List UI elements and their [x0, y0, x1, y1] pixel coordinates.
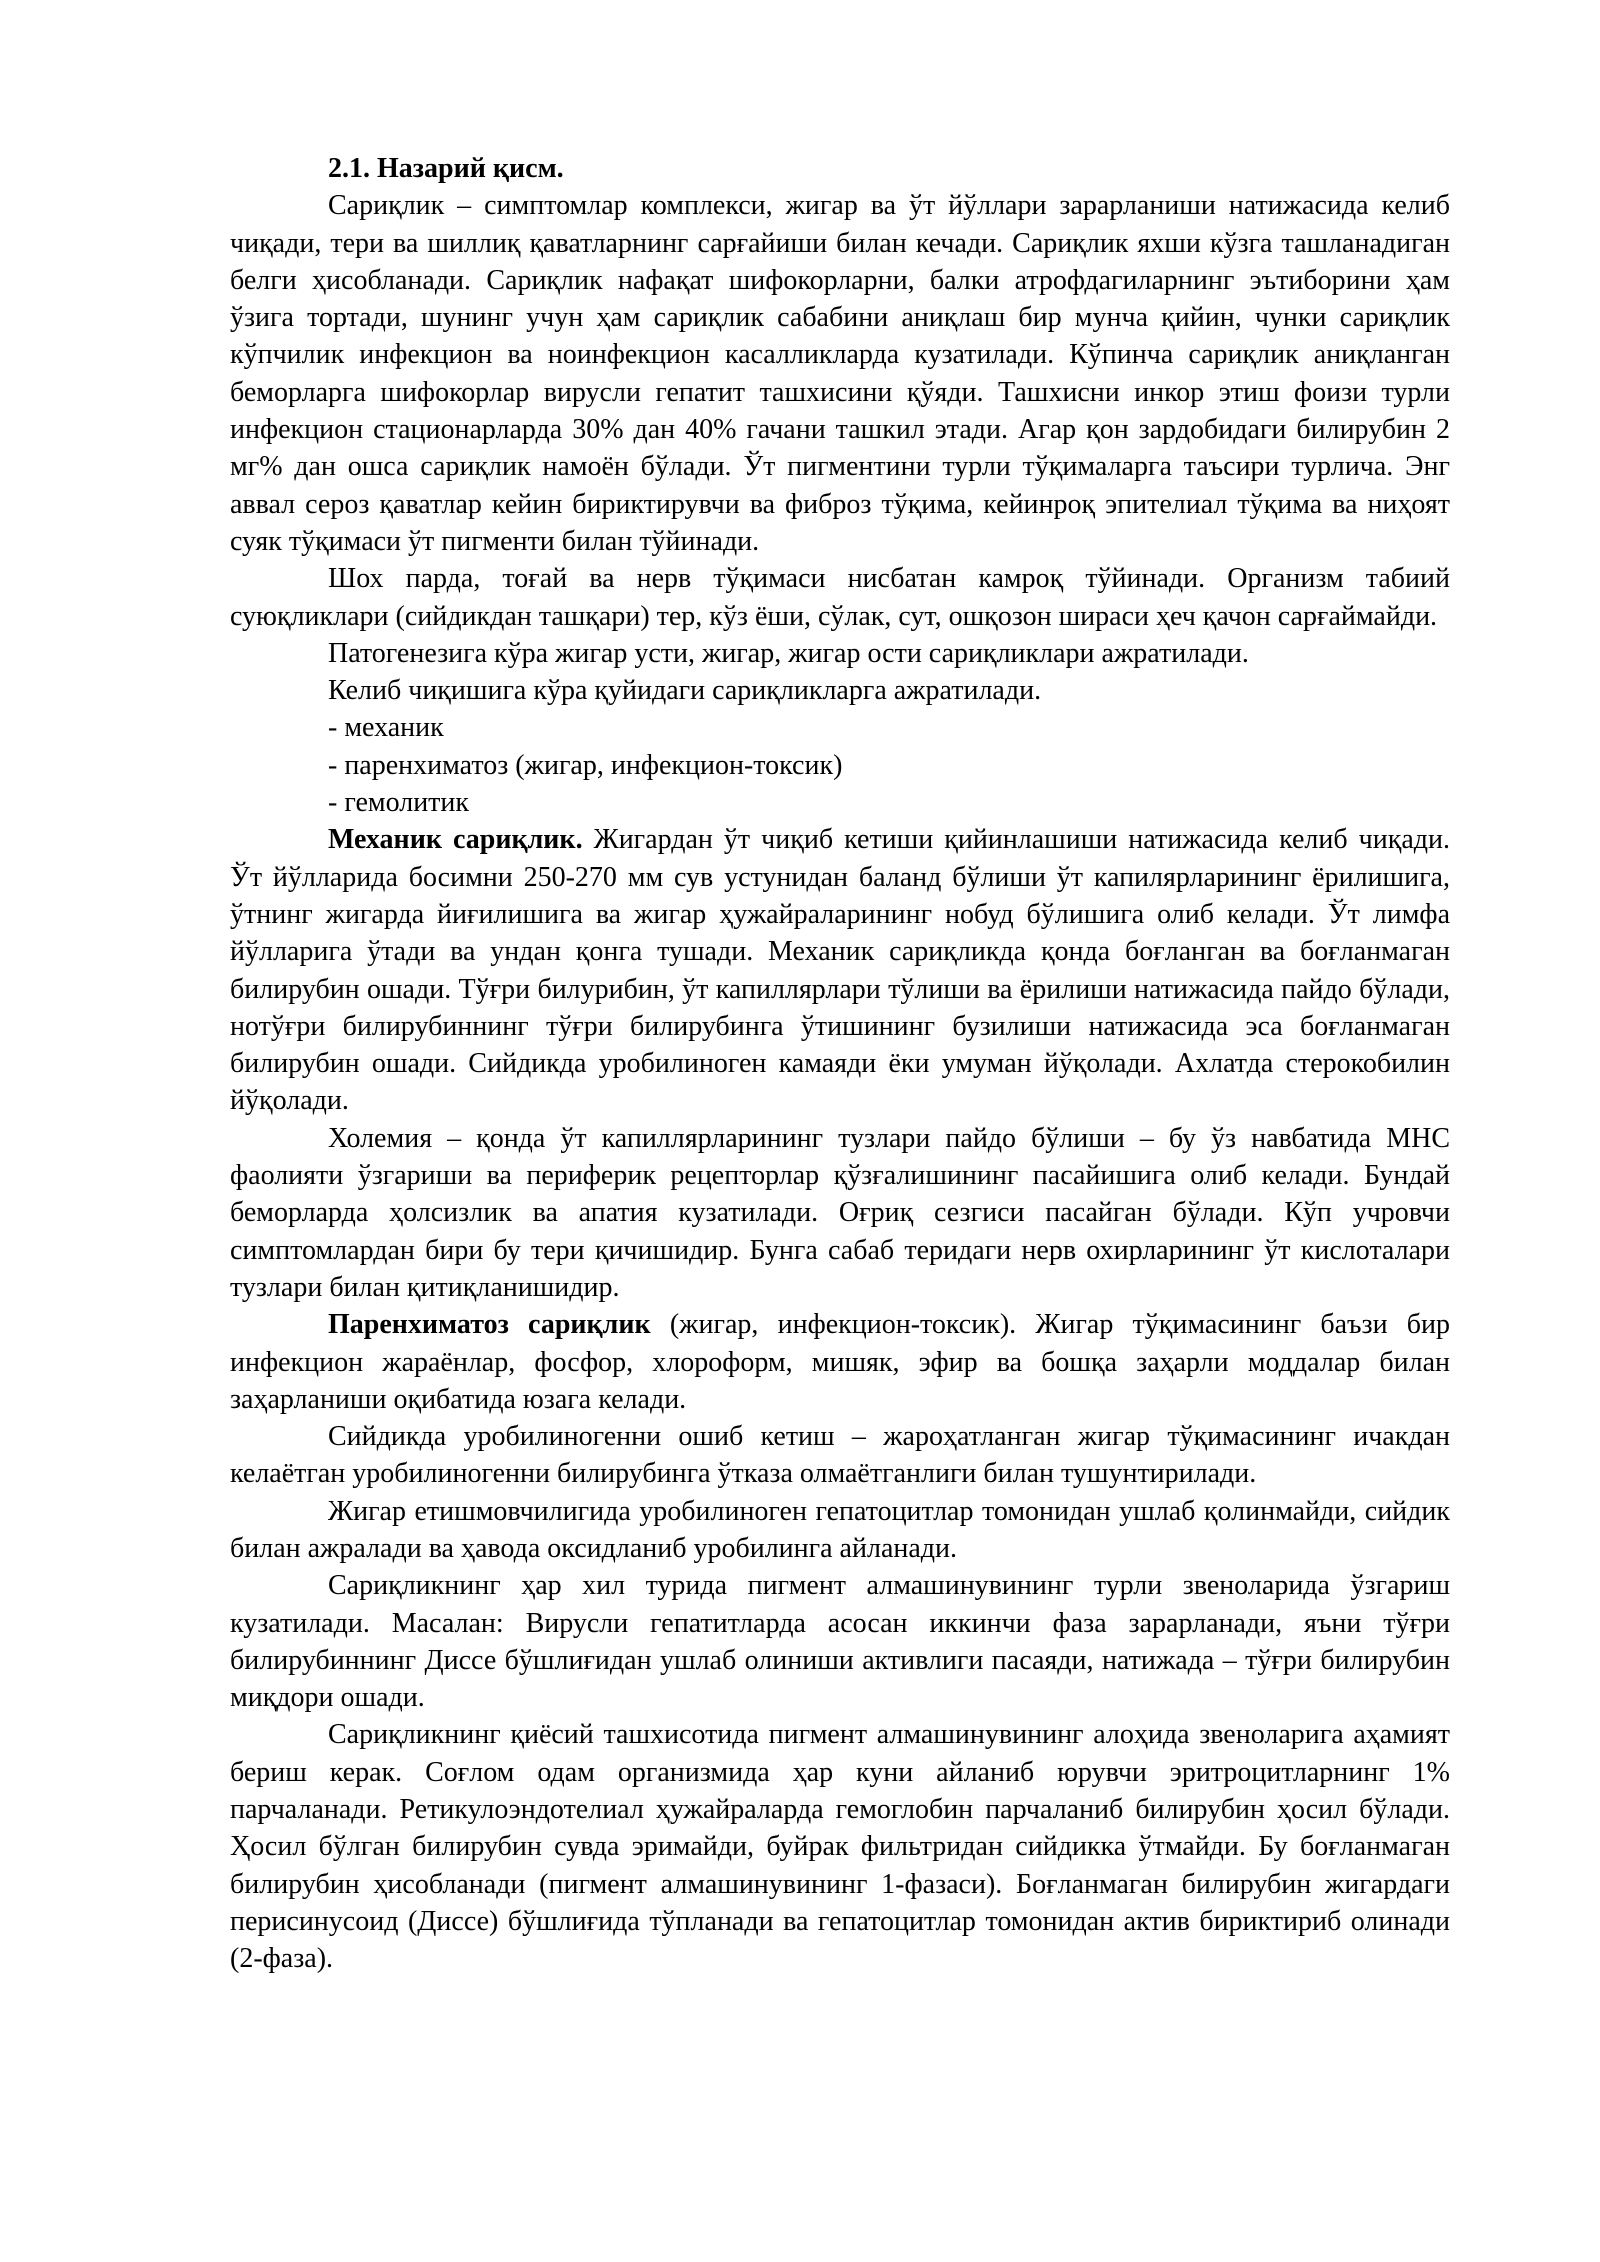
list-item-hemolytic: - гемолитик — [328, 787, 469, 819]
paragraph-differential-diagnosis: Сариқликнинг қиёсий ташхисотида пигмент алмашинувининг алоҳида звеноларига аҳамият бериш керак. Соғлом одам организмида ҳар куни айланиб юрувчи эритроцитларнинг 1% парчаланади. Ретикулоэндотелиал ҳужайраларда гемоглобин парчаланиб билирубин ҳосил бўлади. Ҳосил бўлган билирубин сувда эримайди, буйрак фильтридан сийдикка ўтмайди. Бу боғланмаган билирубин ҳисобланади (пигмент алмашинувининг 1-фазаси). Боғланмаган билирубин жигардаги перисинусоид (Диссе) бўшлиғида тўпланади ва гепатоцитлар томонидан актив бириктириб олинади (2-фаза). — [230, 1719, 1450, 1975]
paragraph-tissue-saturation: Шох парда, тоғай ва нерв тўқимаси нисбатан камроқ тўйинади. Организм табиий суюқликлари (сийдикдан ташқари) тер, кўз ёши, сўлак, сут, ошқозон шираси ҳеч қачон сарғаймайди. — [230, 563, 1450, 632]
paragraph-pathogenesis: Патогенезига кўра жигар усти, жигар, жигар ости сариқликлари ажратилади. — [328, 637, 1249, 669]
mechanical-jaundice-heading: Механик сариқлик. — [328, 824, 583, 856]
paragraph-parenchymal-jaundice — [230, 1306, 1450, 1418]
list-item-parenchymal: - паренхиматоз (жигар, инфекцион-токсик) — [328, 749, 843, 781]
paragraph-pigment-metabolism: Сариқликнинг ҳар хил турида пигмент алмашинувининг турли звеноларида ўзгариш кузатилади. Масалан: Вирусли гепатитларда асосан иккинчи фаза зарарланади, яъни тўғри билирубиннинг Диссе бўшлиғидан ушлаб олиниши активлиги пасаяди, натижада – тўғри билирубин миқдори ошади. — [230, 1570, 1450, 1714]
paragraph-jaundice-definition: Сариқлик – симптомлар комплекси, жигар ва ўт йўллари зарарланиши натижасида келиб чиқади, тери ва шиллиқ қаватларнинг сарғайиши билан кечади. Сариқлик яхши кўзга ташланадиган белги ҳисобланади. Сариқлик нафақат шифокорларни, балки атрофдагиларнинг эътиборини ҳам ўзига тортади, шунинг учун ҳам сариқлик сабабини аниқлаш бир мунча қийин, чунки сариқлик кўпчилик инфекцион ва ноинфекцион касалликларда кузатилади. Кўпинча сариқлик аниқланган беморларга шифокорлар вирусли гепатит ташхисини қўяди. Ташхисни инкор этиш фоизи турли инфекцион стационарларда 30% дан 40% гачани ташкил этади. Агар қон зардобидаги билирубин 2 мг% дан ошса сариқлик намоён бўлади. Ўт пигментини турли тўқималарга таъсири турлича. Энг аввал сероз қаватлар кейин бириктирувчи ва фиброз тўқима, кейинроқ эпителиал тўқима ва ниҳоят суяк тўқимаси ўт пигменти билан тўйинади. — [230, 190, 1450, 557]
paragraph-mechanical-jaundice — [230, 821, 1450, 1119]
section-title: 2.1. Назарий қисм. — [328, 153, 564, 184]
list-item-mechanical: - механик — [328, 712, 444, 744]
parenchymal-jaundice-text: (жигар, инфекцион-токсик). Жигар тўқимасининг баъзи бир инфекцион жараёнлар, фосфор, хлороформ, мишяк, эфир ва бошқа заҳарли моддалар билан заҳарланиши оқибатида юзага келади. — [230, 1309, 1451, 1415]
paragraph-urobilinogen-increase: Сийдикда уробилиногенни ошиб кетиш – жароҳатланган жигар тўқимасининг ичакдан келаётган уробилиногенни билирубинга ўтказа олмаётганлиги билан тушунтирилади. — [230, 1421, 1450, 1490]
paragraph-cholemia: Холемия – қонда ўт капиллярларининг тузлари пайдо бўлиши – бу ўз навбатида МНС фаолияти ўзгариши ва периферик рецепторлар қўзғалишининг пасайишига олиб келади. Бундай беморларда ҳолсизлик ва апатия кузатилади. Оғриқ сезгиси пасайган бўлади. Кўп учровчи симптомлардан бири бу тери қичишидир. Бунга сабаб теридаги нерв охирларининг ўт кислоталари тузлари билан қитиқланишидир. — [230, 1122, 1450, 1303]
mechanical-jaundice-text: Жигардан ўт чиқиб кетиши қийинлашиши натижасида келиб чиқади. Ўт йўлларида босимни 250-270 мм сув устунидан баланд бўлиши ўт капилярларининг ёрилишига, ўтнинг жигарда йиғилишига ва жигар ҳужайраларининг нобуд бўлишига олиб келади. Ўт лимфа йўлларига ўтади ва ундан қонга тушади. Механик сариқликда қонда боғланган ва боғланмаган билирубин ошади. Тўғри билурибин, ўт капиллярлари тўлиши ва ёрилиши натижасида пайдо бўлади, нотўғри билирубиннинг тўғри билирубинга ўтишининг бузилиши натижасида эса боғланмаган билирубин ошади. Сийдикда уробилиноген камаяди ёки умуман йўқолади. Ахлатда стерокобилин йўқолади. — [230, 824, 1450, 1117]
paragraph-origin-classification: Келиб чиқишига кўра қуйидаги сариқликларга ажратилади. — [328, 675, 1042, 707]
parenchymal-jaundice-heading: Паренхиматоз сариқлик — [328, 1309, 651, 1341]
document-page — [230, 150, 1450, 1978]
paragraph-liver-insufficiency: Жигар етишмовчилигида уробилиноген гепатоцитлар томонидан ушлаб қолинмайди, сийдик билан ажралади ва ҳавода оксидланиб уробилинга айланади. — [230, 1495, 1450, 1564]
